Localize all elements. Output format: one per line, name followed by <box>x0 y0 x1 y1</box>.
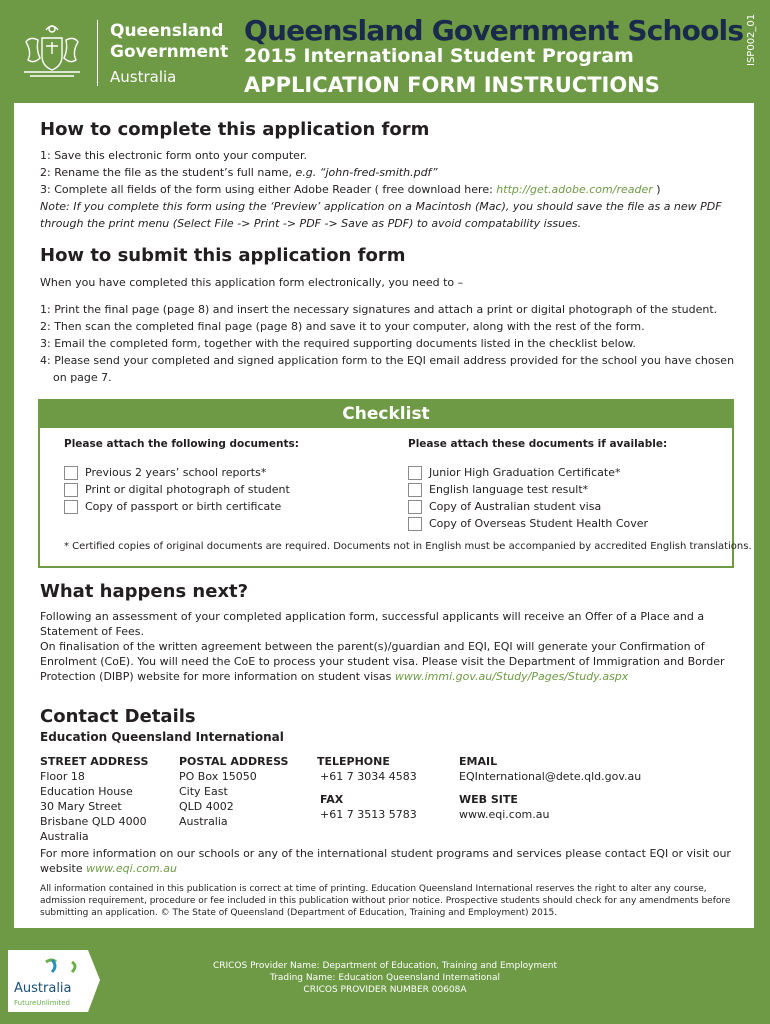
mac-note: Note: If you complete this form using the ‘Preview’ application on a Macintosh (Mac), you should save the file as a new PDF through the print menu (Select File -> Print -> PDF -> Save as PDF) to avoid compatability issues. <box>40 200 722 230</box>
complete-steps <box>40 147 740 232</box>
government-wordmark <box>110 21 228 63</box>
checklist-right-heading: Please attach these documents if available: <box>408 438 668 450</box>
checklist-left-heading: Please attach the following documents: <box>64 438 299 450</box>
checkbox[interactable] <box>408 517 422 531</box>
submit-step-2: 2: Then scan the completed final page (page 8) and save it to your computer, along with the rest of the form. <box>40 320 645 333</box>
next-text <box>40 609 740 684</box>
coat-of-arms-icon <box>16 20 88 84</box>
logo-text-1: Australia <box>14 981 72 996</box>
checkbox[interactable] <box>408 466 422 480</box>
submit-intro: When you have completed this application form electronically, you need to – <box>40 276 464 289</box>
more-info: For more information on our schools or any of the international student programs and services please contact EQI or visit our website www.eqi.com.au <box>40 847 731 875</box>
email-web: EMAIL EQInternational@dete.qld.gov.au WEB SITE www.eqi.com.au <box>459 755 642 821</box>
page-title: Queensland Government Schools <box>244 14 744 47</box>
checklist-box <box>38 399 752 568</box>
immi-link[interactable]: www.immi.gov.au/Study/Pages/Study.aspx <box>394 670 629 683</box>
street-address: STREET ADDRESS Floor 18 Education House 30 Mary Street Brisbane QLD 4000 Australia <box>40 755 149 843</box>
submit-step-3: 3: Email the completed form, together with the required supporting documents listed in the checklist below. <box>40 337 636 350</box>
checkbox[interactable] <box>408 500 422 514</box>
checkbox[interactable] <box>64 483 78 497</box>
submit-steps <box>40 301 740 386</box>
contact-org: Education Queensland International <box>40 730 284 744</box>
document-code-text: ISP002_01 <box>746 13 757 66</box>
checklist-left-items <box>64 464 290 515</box>
next-para-2: On finalisation of the written agreement between the parent(s)/guardian and EQI, EQI will generate your Confirmation of Enrolment (CoE). You will need the CoE to process your student visa. Please visit the Department of Immigration and Border Protection (DIBP) website for more information on student visas www.immi.gov.au/Study/Pages/Study.aspx <box>40 640 725 683</box>
main-panel <box>14 103 754 928</box>
complete-step-3: 3: Complete all fields of the form using either Adobe Reader ( free download here: http://get.adobe.com/reader ) <box>40 183 661 196</box>
page-subtitle: 2015 International Student Program <box>244 45 634 67</box>
disclaimer: All information contained in this publication is correct at time of printing. Education Queensland International reserves the right to alter any course, admission requirement, procedure or fee included in this publication without prior notice. Prospective students should check for any amendments before submitting an application. © The State of Queensland (Department of Education, Training and Employment) 2015. <box>40 884 731 918</box>
website-address[interactable]: www.eqi.com.au <box>459 808 550 821</box>
header-divider <box>97 20 98 86</box>
next-para-1: Following an assessment of your completed application form, successful applicants will receive an Offer of a Place and a Statement of Fees. <box>40 610 705 638</box>
contact-section-title: Contact Details <box>40 706 196 727</box>
page-header <box>0 0 770 102</box>
checklist-item[interactable]: Print or digital photograph of student <box>64 481 290 498</box>
checkbox[interactable] <box>64 500 78 514</box>
gov-country: Australia <box>110 68 177 86</box>
checklist-right-items <box>408 464 648 532</box>
document-code <box>728 6 768 66</box>
next-section-title: What happens next? <box>40 581 249 602</box>
checkbox[interactable] <box>64 466 78 480</box>
checklist-item[interactable]: Copy of Overseas Student Health Cover <box>408 515 648 532</box>
submit-section-title: How to submit this application form <box>40 245 406 266</box>
complete-section-title: How to complete this application form <box>40 119 430 140</box>
page-heading: APPLICATION FORM INSTRUCTIONS <box>244 73 660 97</box>
gov-line2: Government <box>110 42 229 62</box>
checklist-item[interactable]: English language test result* <box>408 481 648 498</box>
adobe-reader-link[interactable]: http://get.adobe.com/reader <box>496 183 653 196</box>
complete-step-2: 2: Rename the file as the student’s full name, e.g. “john-fred-smith.pdf” <box>40 166 438 179</box>
complete-step-1: 1: Save this electronic form onto your computer. <box>40 149 307 162</box>
submit-step-1: 1: Print the final page (page 8) and insert the necessary signatures and attach a print or digital photograph of the student. <box>40 303 718 316</box>
checklist-note: * Certified copies of original documents are required. Documents not in English must be accompanied by accredited English translations. <box>64 541 752 552</box>
checklist-item[interactable]: Copy of passport or birth certificate <box>64 498 290 515</box>
footer-text: CRICOS Provider Name: Department of Education, Training and Employment Trading Name: Education Queensland International CRICOS PROVIDER NUMBER 00608A <box>212 961 558 995</box>
phone-fax: TELEPHONE +61 7 3034 4583 FAX +61 7 3513 5783 <box>317 755 417 821</box>
submit-step-4: 4: Please send your completed and signed application form to the EQI email address provided for the school you have chosen on page 7. <box>40 354 735 384</box>
gov-line1: Queensland <box>110 21 224 41</box>
eqi-link[interactable]: www.eqi.com.au <box>86 862 177 875</box>
logo-text-2: FutureUnlimited <box>14 999 70 1007</box>
checklist-title: Checklist <box>40 401 732 428</box>
postal-address: POSTAL ADDRESS PO Box 15050 City East QLD 4002 Australia <box>179 755 289 828</box>
checklist-item[interactable]: Junior High Graduation Certificate* <box>408 464 648 481</box>
australia-future-unlimited-logo <box>8 950 100 1012</box>
checklist-item[interactable]: Previous 2 years’ school reports* <box>64 464 290 481</box>
checkbox[interactable] <box>408 483 422 497</box>
email-address[interactable]: EQInternational@dete.qld.gov.au <box>459 770 642 783</box>
checklist-item[interactable]: Copy of Australian student visa <box>408 498 648 515</box>
